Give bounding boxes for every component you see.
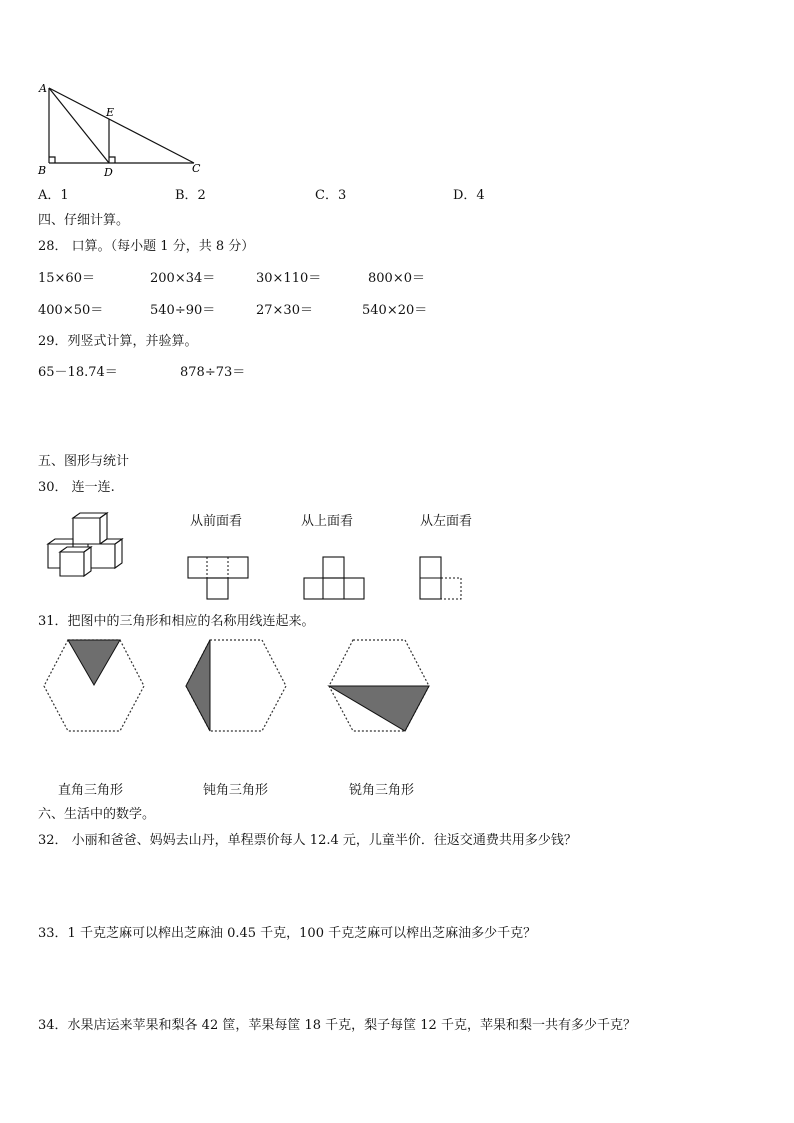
calc-200x34: 200×34＝ bbox=[150, 271, 216, 286]
section-4-title: 四、仔细计算。 bbox=[38, 213, 130, 228]
question-32: 32． 小丽和爸爸、妈妈去山丹，单程票价每人 12.4 元，儿童半价．往返交通费共用多少钱？ bbox=[38, 833, 577, 848]
point-label-c: C bbox=[192, 162, 201, 175]
triangle-name-right: 直角三角形 bbox=[58, 783, 124, 798]
calc-27x30: 27×30＝ bbox=[256, 303, 313, 318]
point-label-b: B bbox=[38, 164, 47, 177]
view-shape-1 bbox=[186, 555, 256, 605]
point-label-d: D bbox=[104, 166, 113, 179]
option-b: B．2 bbox=[175, 188, 206, 203]
question-31: 31．把图中的三角形和相应的名称用线连起来。 bbox=[38, 614, 315, 629]
option-a: A．1 bbox=[38, 188, 69, 203]
question-30: 30． 连一连. bbox=[38, 480, 115, 495]
point-label-a: A bbox=[39, 82, 47, 95]
option-d: D．4 bbox=[453, 188, 485, 203]
calc-400x50: 400×50＝ bbox=[38, 303, 104, 318]
view-label-front: 从前面看 bbox=[190, 514, 243, 529]
question-29: 29．列竖式计算，并验算。 bbox=[38, 334, 198, 349]
triangle-geometry-figure bbox=[0, 0, 794, 190]
question-34: 34．水果店运来苹果和梨各 42 筐，苹果每筐 18 千克，梨子每筐 12 千克，苹果和梨一共有多少千克？ bbox=[38, 1018, 636, 1033]
hexagon-triangle-1 bbox=[40, 637, 150, 732]
calc-15x60: 15×60＝ bbox=[38, 271, 95, 286]
triangle-name-acute: 锐角三角形 bbox=[349, 783, 415, 798]
section-6-title: 六、生活中的数学。 bbox=[38, 807, 156, 822]
calc-65-minus-18.74: 65－18.74＝ bbox=[38, 365, 118, 380]
calc-878div73: 878÷73＝ bbox=[180, 365, 246, 380]
calc-540x20: 540×20＝ bbox=[362, 303, 428, 318]
view-label-left: 从左面看 bbox=[420, 514, 473, 529]
hexagon-triangle-3 bbox=[325, 637, 435, 732]
point-label-e: E bbox=[106, 106, 115, 119]
triangle-name-obtuse: 钝角三角形 bbox=[203, 783, 269, 798]
view-label-top: 从上面看 bbox=[301, 514, 354, 529]
calc-540div90: 540÷90＝ bbox=[150, 303, 216, 318]
view-shape-3 bbox=[418, 555, 468, 605]
view-shape-2 bbox=[302, 555, 372, 605]
question-33: 33．1 千克芝麻可以榨出芝麻油 0.45 千克，100 千克芝麻可以榨出芝麻油多少千克？ bbox=[38, 926, 537, 941]
calc-30x110: 30×110＝ bbox=[256, 271, 322, 286]
question-28: 28． 口算。（每小题 1 分，共 8 分） bbox=[38, 239, 255, 254]
hexagon-triangle-2 bbox=[182, 637, 292, 732]
section-5-title: 五、图形与统计 bbox=[38, 454, 130, 469]
cube-stack-figure bbox=[40, 510, 180, 590]
option-c: C．3 bbox=[315, 188, 347, 203]
calc-800x0: 800×0＝ bbox=[368, 271, 425, 286]
